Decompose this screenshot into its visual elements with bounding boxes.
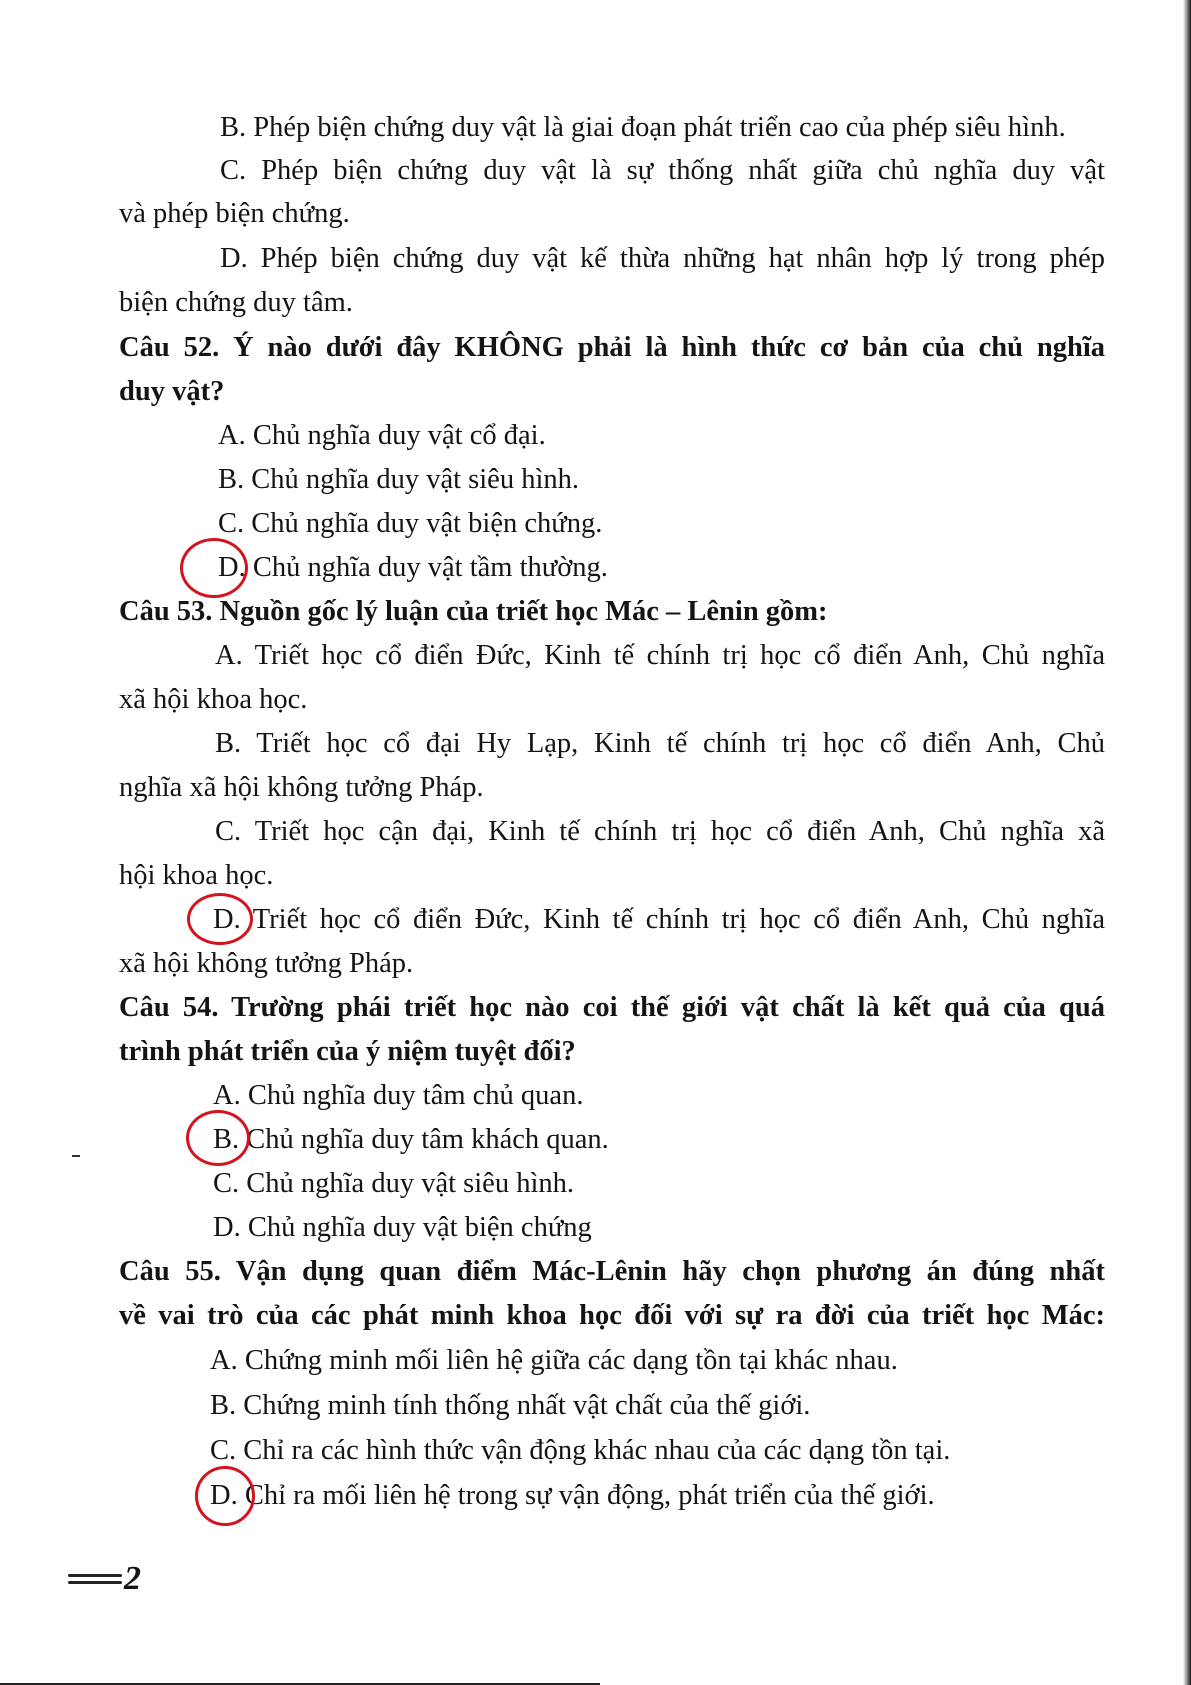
q55-option-a: A. Chứng minh mối liên hệ giữa các dạng tồn tại khác nhau. [210,1345,898,1376]
q55-option-c: C. Chỉ ra các hình thức vận động khác nhau của các dạng tồn tại. [210,1435,951,1466]
q53-option-d-line2: xã hội không tưởng Pháp. [119,948,414,979]
q52-option-d: D. Chủ nghĩa duy vật tầm thường. [218,552,608,583]
q51-option-b: B. Phép biện chứng duy vật là giai đoạn phát triển cao của phép siêu hình. [220,112,1066,143]
q54-option-c: C. Chủ nghĩa duy vật siêu hình. [213,1168,574,1199]
q53-option-b-line1: B. Triết học cổ đại Hy Lạp, Kinh tế chính trị học cổ điển Anh, Chủ [215,728,1105,759]
q53-option-b-line2: nghĩa xã hội không tưởng Pháp. [119,772,484,803]
q53-option-a-line2: xã hội khoa học. [119,684,308,715]
page-edge-shadow [1183,0,1191,1685]
q51-option-c-line1: C. Phép biện chứng duy vật là sự thống nhất giữa chủ nghĩa duy vật [220,155,1105,186]
q53-question: Câu 53. Nguồn gốc lý luận của triết học Mác – Lênin gồm: [119,596,828,627]
q54-question-line2: trình phát triển của ý niệm tuyệt đối? [119,1036,576,1067]
q52-option-c: C. Chủ nghĩa duy vật biện chứng. [218,508,603,539]
q52-option-b: B. Chủ nghĩa duy vật siêu hình. [218,464,579,495]
q54-option-a: A. Chủ nghĩa duy tâm chủ quan. [213,1080,584,1111]
page-number-ornament [68,1570,122,1588]
q51-option-c-line2: và phép biện chứng. [119,198,350,229]
q53-option-c-line2: hội khoa học. [119,860,274,891]
q54-question-line1: Câu 54. Trường phái triết học nào coi thế giới vật chất là kết quả của quá [119,992,1105,1023]
q52-option-a: A. Chủ nghĩa duy vật cổ đại. [218,420,546,451]
q52-question-line2: duy vật? [119,376,225,407]
page-number-text: 2 [124,1560,141,1597]
q51-option-d-line1: D. Phép biện chứng duy vật kế thừa những hạt nhân hợp lý trong phép [220,243,1105,274]
q52-question-line1: Câu 52. Ý nào dưới đây KHÔNG phải là hình thức cơ bản của chủ nghĩa [119,332,1105,363]
q54-option-b: B. Chủ nghĩa duy tâm khách quan. [213,1124,609,1155]
q53-option-d-line1: D. Triết học cổ điển Đức, Kinh tế chính trị học cổ điển Anh, Chủ nghĩa [213,904,1105,935]
q53-option-c-line1: C. Triết học cận đại, Kinh tế chính trị học cổ điển Anh, Chủ nghĩa xã [215,816,1105,847]
q55-option-d: D. Chỉ ra mối liên hệ trong sự vận động, phát triển của thế giới. [210,1480,935,1511]
q54-option-d: D. Chủ nghĩa duy vật biện chứng [213,1212,592,1243]
page-number [68,1560,141,1598]
q55-question-line2: về vai trò của các phát minh khoa học đối với sự ra đời của triết học Mác: [119,1300,1105,1331]
q55-question-line1: Câu 55. Vận dụng quan điểm Mác-Lênin hãy chọn phương án đúng nhất [119,1256,1105,1287]
stray-mark [72,1155,80,1157]
q51-option-d-line2: biện chứng duy tâm. [119,287,353,318]
q55-option-b: B. Chứng minh tính thống nhất vật chất của thế giới. [210,1390,811,1421]
q53-option-a-line1: A. Triết học cổ điển Đức, Kinh tế chính trị học cổ điển Anh, Chủ nghĩa [215,640,1105,671]
